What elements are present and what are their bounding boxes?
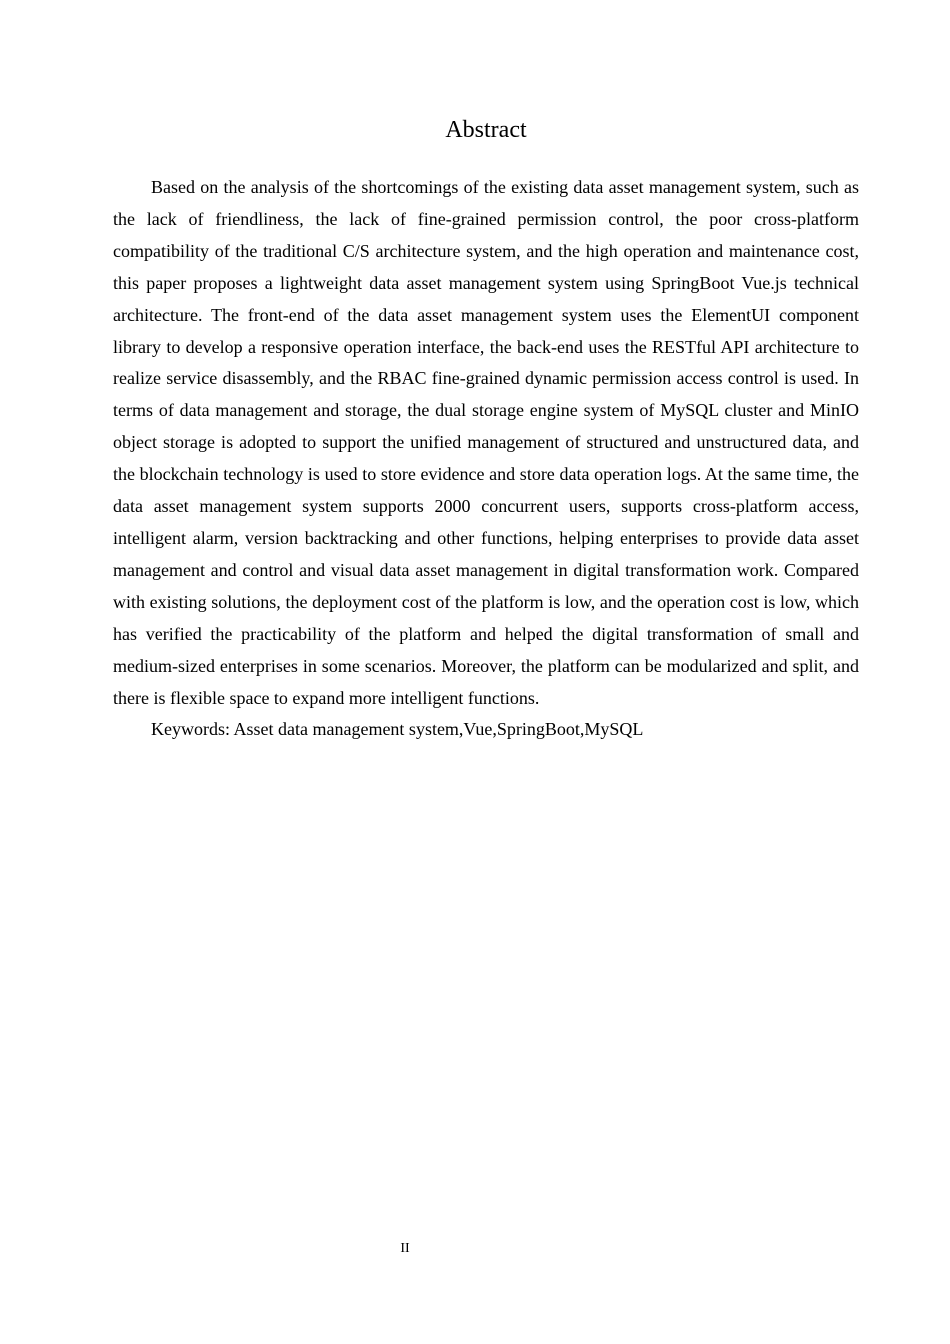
keywords-line: Keywords: Asset data management system,Vue,SpringBoot,MySQL [151, 719, 644, 740]
abstract-title: Abstract [445, 117, 527, 143]
abstract-body [113, 172, 859, 746]
abstract-paragraph: Based on the analysis of the shortcomings of the existing data asset management system, such as the lack of friendliness, the lack of fine-grained permission control, the poor cross-platform compatibility of the traditional C/S architecture system, and the high operation and maintenance cost, this paper proposes a lightweight data asset management system using SpringBoot Vue.js technical architecture. The front-end of the data asset management system uses the ElementUI component library to develop a responsive operation interface, the back-end uses the RESTful API architecture to realize service disassembly, and the RBAC fine-grained dynamic permission access control is used. In terms of data management and storage, the dual storage engine system of MySQL cluster and MinIO object storage is adopted to support the unified management of structured and unstructured data, and the blockchain technology is used to store evidence and store data operation logs. At the same time, the data asset management system supports 2000 concurrent users, supports cross-platform access, intelligent alarm, version backtracking and other functions, helping enterprises to provide data asset management and control and visual data asset management in digital transformation work. Compared with existing solutions, the deployment cost of the platform is low, and the operation cost is low, which has verified the practicability of the platform and helped the digital transformation of small and medium-sized enterprises in some scenarios. Moreover, the platform can be modularized and split, and there is flexible space to expand more intelligent functions. [113, 177, 859, 708]
page-number: II [400, 1241, 410, 1256]
